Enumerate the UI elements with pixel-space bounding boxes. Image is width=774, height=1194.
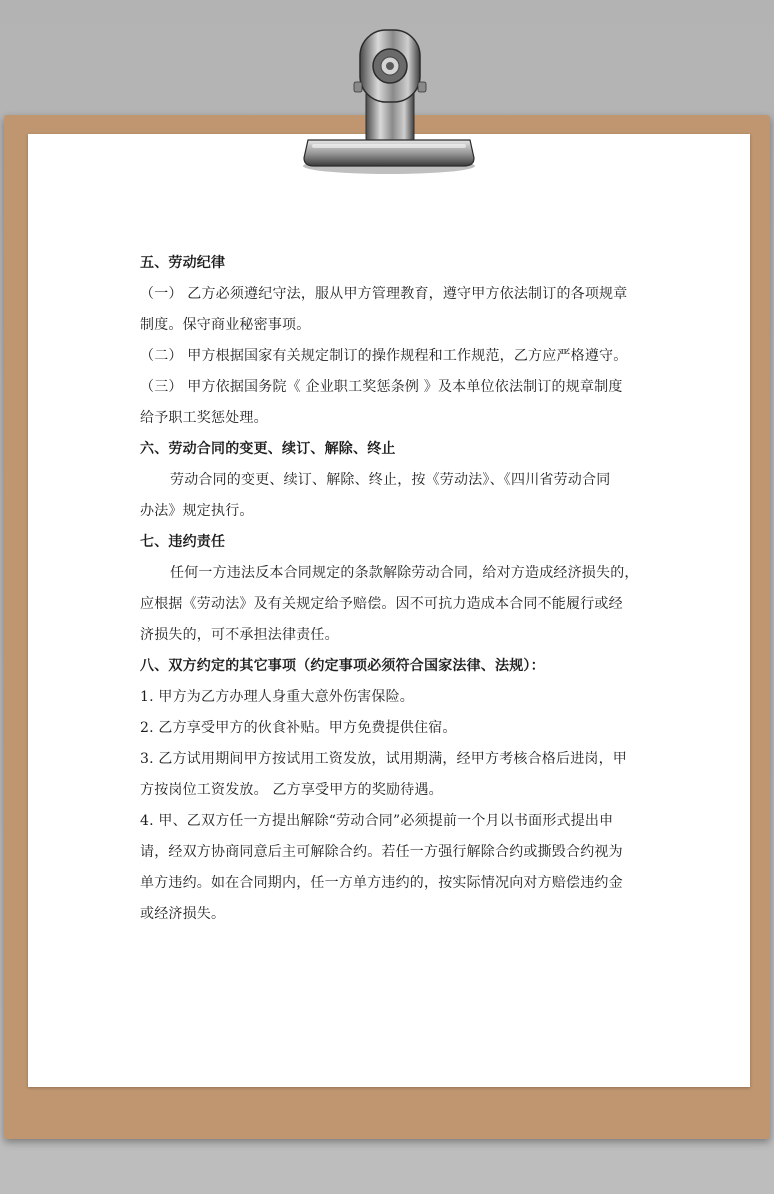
section-heading-other-matters: 八、双方约定的其它事项（约定事项必须符合国家法律、法规）： [140, 658, 545, 674]
section-heading-liability: 七、违约责任 [140, 534, 226, 550]
section-heading-discipline: 五、劳动纪律 [140, 255, 226, 271]
paragraph-line: 制度。保守商业秘密事项。 [140, 317, 311, 333]
list-item: 1. 甲方为乙方办理人身重大意外伤害保险。 [140, 689, 415, 705]
paragraph-line: 给予职工奖惩处理。 [140, 410, 268, 426]
paragraph-line: 应根据《劳动法》及有关规定给予赔偿。因不可抗力造成本合同不能履行或经 [140, 596, 623, 612]
paragraph-line: 办法》规定执行。 [140, 503, 254, 519]
list-item: 3. 乙方试用期间甲方按试用工资发放，试用期满，经甲方考核合格后进岗，甲 [140, 751, 628, 767]
paragraph-line: （三） 甲方依据国务院《 企业职工奖惩条例 》及本单位依法制订的规章制度 [140, 379, 623, 395]
list-item-continuation: 或经济损失。 [140, 906, 226, 922]
paragraph-line: 济损失的，可不承担法律责任。 [140, 627, 339, 643]
paragraph-line: （二） 甲方根据国家有关规定制订的操作规程和工作规范，乙方应严格遵守。 [140, 348, 628, 364]
paragraph-line: （一） 乙方必须遵纪守法，服从甲方管理教育，遵守甲方依法制订的各项规章 [140, 286, 628, 302]
list-item-continuation: 单方违约。如在合同期内，任一方单方违约的，按实际情况向对方赔偿违约金 [140, 875, 623, 891]
section-heading-contract-change: 六、劳动合同的变更、续订、解除、终止 [140, 441, 396, 457]
list-item-continuation: 请，经双方协商同意后主可解除合约。若任一方强行解除合约或撕毁合约视为 [140, 844, 623, 860]
list-item: 4. 甲、乙双方任一方提出解除“劳动合同”必须提前一个月以书面形式提出申 [140, 813, 614, 829]
list-item-continuation: 方按岗位工资发放。 乙方享受甲方的奖励待遇。 [140, 782, 443, 798]
paragraph-line: 劳动合同的变更、续订、解除、终止，按《劳动法》、《四川省劳动合同 [170, 472, 611, 488]
list-item: 2. 乙方享受甲方的伙食补贴。甲方免费提供住宿。 [140, 720, 457, 736]
binder-clip-icon [300, 26, 478, 176]
paragraph-line: 任何一方违法反本合同规定的条款解除劳动合同，给对方造成经济损失的， [170, 565, 639, 581]
document-body [140, 248, 640, 930]
